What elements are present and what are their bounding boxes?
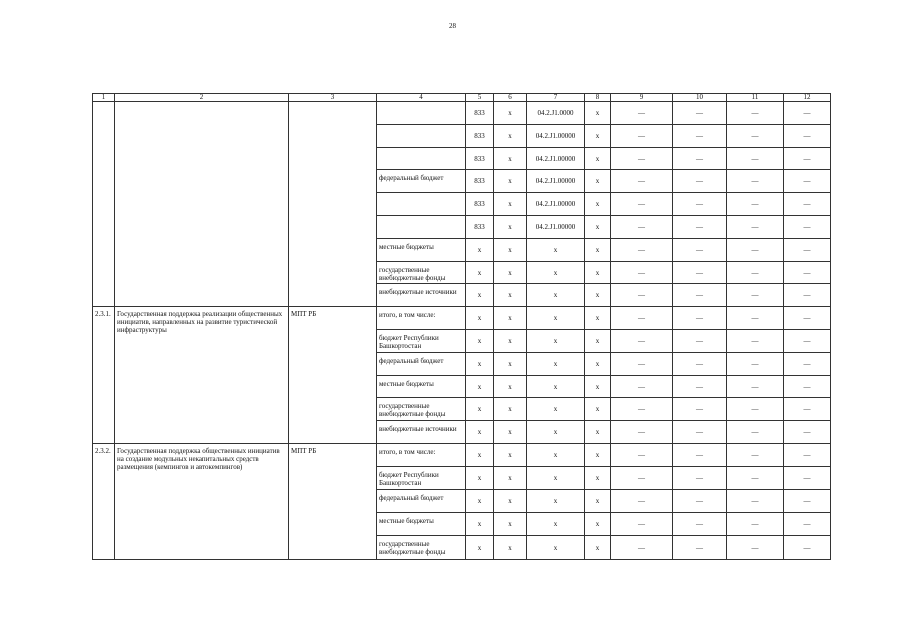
value-cell: — — [611, 490, 673, 513]
value-cell: — — [611, 536, 673, 560]
value-cell: — — [673, 536, 727, 560]
col-header: 8 — [585, 94, 611, 102]
code-cell: x — [585, 193, 611, 216]
value-cell: — — [784, 490, 831, 513]
code-cell: 833 — [466, 216, 494, 239]
code-cell: x — [466, 284, 494, 307]
value-cell: — — [673, 170, 727, 193]
value-cell: — — [673, 102, 727, 125]
code-cell: x — [585, 148, 611, 170]
code-cell: x — [527, 330, 585, 353]
value-cell: — — [727, 148, 784, 170]
value-cell: — — [673, 193, 727, 216]
item-number: 2.3.2. — [93, 444, 115, 560]
code-cell: 833 — [466, 170, 494, 193]
code-cell: x — [494, 284, 527, 307]
code-cell: x — [466, 307, 494, 330]
table-row — [93, 102, 831, 125]
item-number: 2.3.1. — [93, 307, 115, 444]
value-cell: — — [784, 536, 831, 560]
num-cell — [93, 102, 115, 307]
code-cell: x — [585, 239, 611, 262]
col-header: 9 — [611, 94, 673, 102]
code-cell: x — [527, 467, 585, 490]
value-cell: — — [673, 513, 727, 536]
funding-source-cell — [377, 125, 466, 148]
code-cell: x — [466, 490, 494, 513]
code-cell: x — [527, 307, 585, 330]
code-cell: x — [494, 467, 527, 490]
value-cell: — — [784, 330, 831, 353]
value-cell: — — [611, 353, 673, 376]
code-cell: x — [494, 353, 527, 376]
value-cell: — — [784, 513, 831, 536]
code-cell: x — [494, 444, 527, 467]
code-cell: x — [585, 216, 611, 239]
value-cell: — — [727, 421, 784, 444]
budget-table — [92, 93, 831, 560]
funding-source-cell: бюджет Республики Башкортостан — [377, 467, 466, 490]
value-cell: — — [784, 376, 831, 398]
value-cell: — — [611, 239, 673, 262]
value-cell: — — [784, 398, 831, 421]
value-cell: — — [727, 216, 784, 239]
value-cell: — — [727, 262, 784, 284]
value-cell: — — [784, 125, 831, 148]
code-cell: x — [585, 262, 611, 284]
page-number: 28 — [449, 22, 456, 30]
value-cell: — — [784, 467, 831, 490]
funding-source-cell: федеральный бюджет — [377, 353, 466, 376]
col-header: 10 — [673, 94, 727, 102]
code-cell: x — [494, 490, 527, 513]
code-cell: x — [466, 467, 494, 490]
code-cell: x — [585, 102, 611, 125]
value-cell: — — [673, 467, 727, 490]
value-cell: — — [727, 467, 784, 490]
code-cell: x — [494, 421, 527, 444]
code-cell: 04.2.J1.0000 — [527, 102, 585, 125]
value-cell: — — [727, 102, 784, 125]
code-cell: x — [494, 239, 527, 262]
value-cell: — — [727, 307, 784, 330]
code-cell: x — [585, 444, 611, 467]
value-cell: — — [727, 170, 784, 193]
value-cell: — — [784, 353, 831, 376]
code-cell: x — [494, 330, 527, 353]
code-cell: x — [494, 398, 527, 421]
code-cell: x — [466, 398, 494, 421]
funding-source-cell: итого, в том числе: — [377, 444, 466, 467]
code-cell: x — [466, 330, 494, 353]
funding-source-cell: местные бюджеты — [377, 513, 466, 536]
value-cell: — — [673, 398, 727, 421]
value-cell: — — [673, 148, 727, 170]
name-cell — [115, 102, 289, 307]
code-cell: x — [494, 376, 527, 398]
value-cell: — — [727, 330, 784, 353]
value-cell: — — [673, 239, 727, 262]
value-cell: — — [784, 102, 831, 125]
value-cell: — — [611, 307, 673, 330]
value-cell: — — [611, 102, 673, 125]
code-cell: x — [585, 467, 611, 490]
value-cell: — — [784, 421, 831, 444]
code-cell: x — [494, 216, 527, 239]
code-cell: x — [466, 444, 494, 467]
funding-source-cell: местные бюджеты — [377, 239, 466, 262]
code-cell: x — [585, 125, 611, 148]
value-cell: — — [611, 216, 673, 239]
value-cell: — — [611, 513, 673, 536]
code-cell: x — [585, 353, 611, 376]
code-cell: x — [466, 513, 494, 536]
value-cell: — — [611, 330, 673, 353]
code-cell: x — [466, 262, 494, 284]
code-cell: x — [585, 536, 611, 560]
col-header: 7 — [527, 94, 585, 102]
value-cell: — — [611, 148, 673, 170]
funding-source-cell — [377, 148, 466, 170]
value-cell: — — [673, 125, 727, 148]
value-cell: — — [727, 398, 784, 421]
col-header: 3 — [289, 94, 377, 102]
value-cell: — — [784, 307, 831, 330]
value-cell: — — [673, 376, 727, 398]
value-cell: — — [673, 262, 727, 284]
value-cell: — — [784, 444, 831, 467]
code-cell: x — [466, 536, 494, 560]
value-cell: — — [673, 216, 727, 239]
code-cell: x — [527, 284, 585, 307]
value-cell: — — [611, 421, 673, 444]
value-cell: — — [727, 444, 784, 467]
code-cell: x — [585, 376, 611, 398]
value-cell: — — [784, 239, 831, 262]
value-cell: — — [611, 125, 673, 148]
value-cell: — — [673, 284, 727, 307]
value-cell: — — [727, 239, 784, 262]
value-cell: — — [673, 490, 727, 513]
code-cell: 833 — [466, 148, 494, 170]
col-header: 11 — [727, 94, 784, 102]
value-cell: — — [784, 148, 831, 170]
code-cell: 04.2.J1.00000 — [527, 216, 585, 239]
value-cell: — — [673, 307, 727, 330]
value-cell: — — [673, 444, 727, 467]
value-cell: — — [727, 376, 784, 398]
code-cell: x — [585, 513, 611, 536]
code-cell: 04.2.J1.00000 — [527, 193, 585, 216]
code-cell: x — [527, 490, 585, 513]
item-executor: МПТ РБ — [289, 307, 377, 444]
value-cell: — — [727, 284, 784, 307]
value-cell: — — [784, 262, 831, 284]
funding-source-cell: федеральный бюджет — [377, 170, 466, 193]
code-cell: x — [494, 262, 527, 284]
code-cell: 833 — [466, 193, 494, 216]
funding-source-cell: федеральный бюджет — [377, 490, 466, 513]
value-cell: — — [784, 193, 831, 216]
code-cell: 833 — [466, 125, 494, 148]
item-executor: МПТ РБ — [289, 444, 377, 560]
funding-source-cell: внебюджетные источники — [377, 421, 466, 444]
value-cell: — — [611, 444, 673, 467]
code-cell: x — [466, 353, 494, 376]
value-cell: — — [727, 536, 784, 560]
value-cell: — — [673, 421, 727, 444]
col-header: 1 — [93, 94, 115, 102]
value-cell: — — [727, 353, 784, 376]
executor-cell — [289, 102, 377, 307]
value-cell: — — [784, 284, 831, 307]
funding-source-cell: бюджет Республики Башкортостан — [377, 330, 466, 353]
col-header: 5 — [466, 94, 494, 102]
value-cell: — — [611, 398, 673, 421]
value-cell: — — [727, 193, 784, 216]
code-cell: x — [527, 398, 585, 421]
code-cell: x — [585, 330, 611, 353]
funding-source-cell: государственные внебюджетные фонды — [377, 262, 466, 284]
table-row — [93, 444, 831, 467]
col-header: 12 — [784, 94, 831, 102]
code-cell: x — [527, 536, 585, 560]
value-cell: — — [727, 125, 784, 148]
code-cell: x — [585, 490, 611, 513]
value-cell: — — [611, 284, 673, 307]
code-cell: x — [527, 376, 585, 398]
value-cell: — — [727, 490, 784, 513]
code-cell: 833 — [466, 102, 494, 125]
item-name: Государственная поддержка общественных инициатив на создание модульных некапитальных средств размещения (кемпингов и автокемпингов) — [115, 444, 289, 560]
value-cell: — — [727, 513, 784, 536]
funding-source-cell: государственные внебюджетные фонды — [377, 536, 466, 560]
code-cell: 04.2.J1.00000 — [527, 148, 585, 170]
code-cell: x — [494, 536, 527, 560]
code-cell: x — [585, 284, 611, 307]
funding-source-cell: внебюджетные источники — [377, 284, 466, 307]
value-cell: — — [673, 330, 727, 353]
code-cell: x — [494, 148, 527, 170]
funding-source-cell: государственные внебюджетные фонды — [377, 398, 466, 421]
value-cell: — — [784, 216, 831, 239]
code-cell: x — [527, 513, 585, 536]
code-cell: x — [466, 376, 494, 398]
value-cell: — — [673, 353, 727, 376]
funding-source-cell — [377, 102, 466, 125]
funding-source-cell: местные бюджеты — [377, 376, 466, 398]
code-cell: x — [466, 239, 494, 262]
header-row — [93, 94, 831, 102]
code-cell: x — [527, 421, 585, 444]
value-cell: — — [784, 170, 831, 193]
table-row — [93, 307, 831, 330]
funding-source-cell: итого, в том числе: — [377, 307, 466, 330]
code-cell: x — [585, 421, 611, 444]
code-cell: x — [494, 170, 527, 193]
value-cell: — — [611, 376, 673, 398]
code-cell: x — [527, 262, 585, 284]
code-cell: 04.2.J1.00000 — [527, 125, 585, 148]
col-header: 4 — [377, 94, 466, 102]
code-cell: x — [494, 125, 527, 148]
code-cell: x — [466, 421, 494, 444]
value-cell: — — [611, 467, 673, 490]
code-cell: x — [585, 398, 611, 421]
code-cell: x — [494, 513, 527, 536]
code-cell: x — [494, 102, 527, 125]
code-cell: x — [527, 239, 585, 262]
item-name: Государственная поддержка реализации общественных инициатив, направленных на развитие туристической инфраструктуры — [115, 307, 289, 444]
value-cell: — — [611, 193, 673, 216]
code-cell: 04.2.J1.00000 — [527, 170, 585, 193]
code-cell: x — [494, 193, 527, 216]
code-cell: x — [527, 353, 585, 376]
code-cell: x — [585, 307, 611, 330]
code-cell: x — [585, 170, 611, 193]
value-cell: — — [611, 262, 673, 284]
value-cell: — — [611, 170, 673, 193]
col-header: 6 — [494, 94, 527, 102]
funding-source-cell — [377, 216, 466, 239]
col-header: 2 — [115, 94, 289, 102]
code-cell: x — [494, 307, 527, 330]
code-cell: x — [527, 444, 585, 467]
funding-source-cell — [377, 193, 466, 216]
